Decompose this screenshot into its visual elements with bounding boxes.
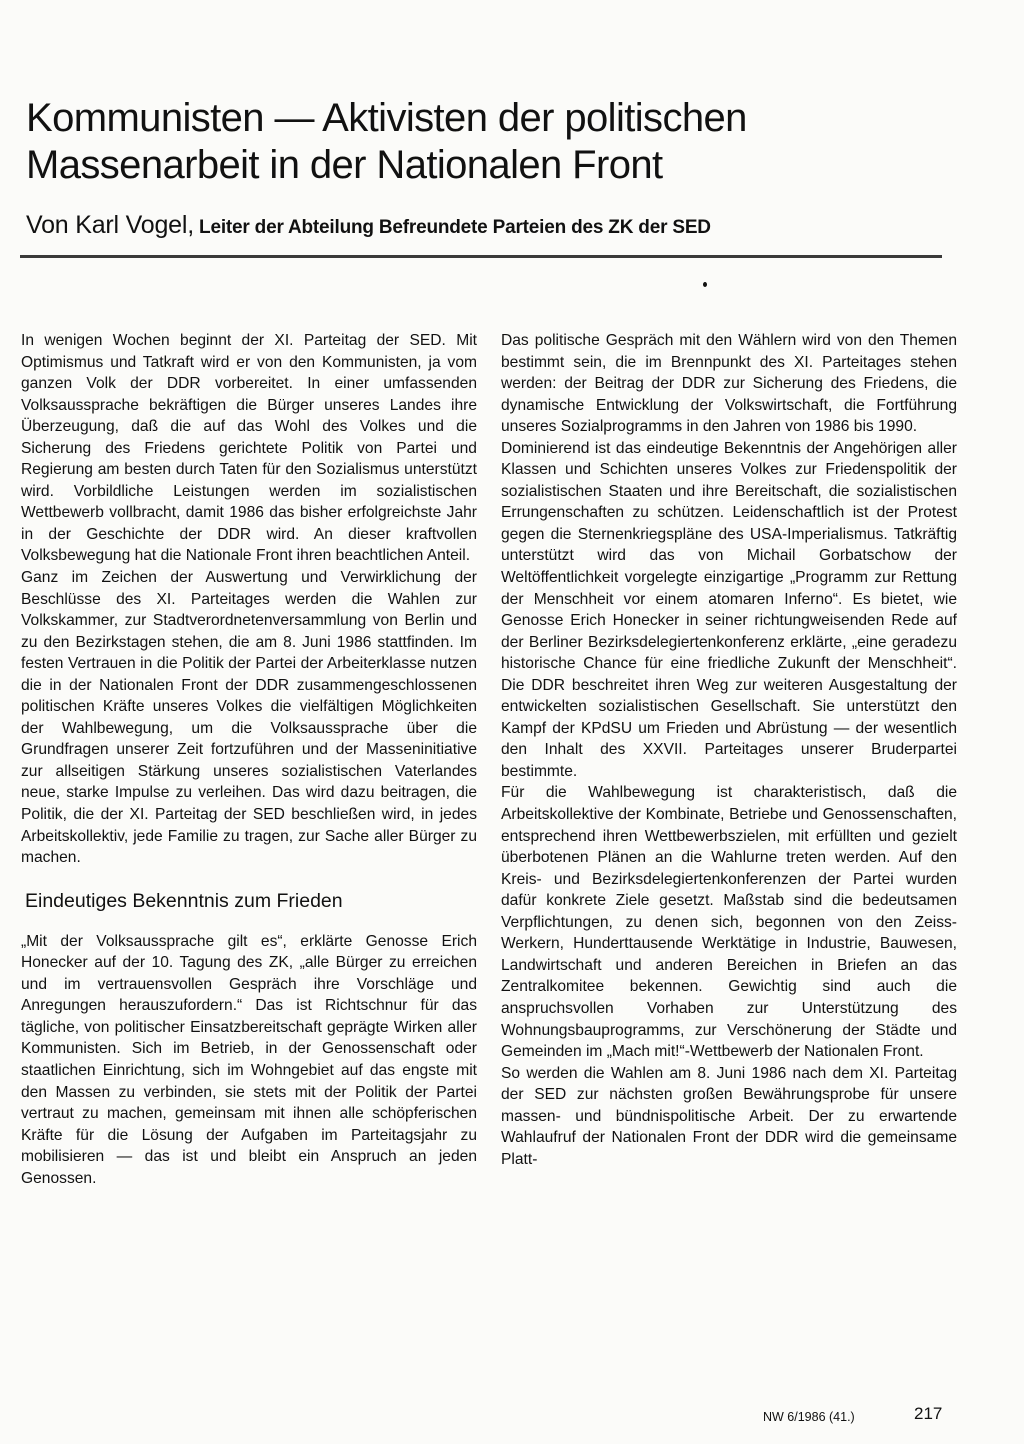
left-column bbox=[21, 330, 477, 1189]
author-role: Leiter der Abteilung Befreundete Parteien des ZK der SED bbox=[193, 217, 711, 238]
paragraph: Das politische Gespräch mit den Wählern wird von den Themen bestimmt sein, die im Brennpunkt des XI. Parteitages stehen werden: der Beitrag der DDR zur Sicherung des Friedens, die dynamische Entwicklung der Volkswirtschaft, die Fortführung unseres Sozialprogramms in den Jahren von 1986 bis 1990. bbox=[501, 332, 957, 436]
section-heading: Eindeutiges Bekenntnis zum Frieden bbox=[25, 889, 343, 912]
paragraph: „Mit der Volksaussprache gilt es“, erklärte Genosse Erich Honecker auf der 10. Tagung des ZK, „alle Bürger zu erreichen und im vertrauensvollen Gespräch ihre Vorschläge und Anregungen herauszufordern.“ Das ist Richtschnur für das tägliche, von politischer Einsatzbereitschaft geprägte Wirken aller Kommunisten. Sich im Betrieb, in der Genossenschaft oder staatlichen Einrichtung, sich im Wohngebiet auf das engste mit den Massen zu verbinden, sie stets mit der Politik der Partei vertraut zu machen, gemeinsam mit ihnen alle schöpferischen Kräfte für die Lösung der Aufgaben im Parteitagsjahr zu mobilisieren — das ist und bleibt ein Anspruch an jeden Genossen. bbox=[21, 932, 477, 1187]
byline bbox=[26, 211, 711, 240]
article-title bbox=[26, 95, 986, 189]
paragraph: So werden die Wahlen am 8. Juni 1986 nach dem XI. Parteitag der SED zur nächsten großen Bewährungsprobe für unsere massen- und bündnispolitische Arbeit. Der zu erwartende Wahlaufruf der Nationalen Front der DDR wird die gemeinsame Platt- bbox=[501, 1064, 957, 1168]
title-divider bbox=[20, 255, 942, 258]
author-name: Von Karl Vogel, bbox=[26, 211, 194, 239]
paragraph: Für die Wahlbewegung ist charakteristisch, daß die Arbeitskollektive der Kombinate, Betriebe und Genossenschaften, entsprechend ihren Wettbewerbszielen, mit erfüllten und gezielt überbotenen Plänen an die Wahlurne treten werden. Auf den Kreis- und Bezirksdelegiertenkonferenzen der Partei wurden dafür konkrete Ziele gesetzt. Maßstab sind die bedeutsamen Verpflichtungen, zu denen sich, begonnen von den Zeiss-Werkern, Hunderttausende Werktätige in Industrie, Bauwesen, Landwirtschaft und anderen Bereichen in Briefen an das Zentralkomitee bekennen. Gewichtig sind auch die anspruchsvollen Vorhaben zur Unterstützung des Wohnungsbauprogramms, zur Verschönerung der Städte und Gemeinden im „Mach mit!“-Wettbewerb der Nationalen Front. bbox=[501, 784, 957, 1061]
print-speck bbox=[703, 282, 707, 287]
page-number: 217 bbox=[914, 1404, 943, 1423]
paragraph: In wenigen Wochen beginnt der XI. Parteitag der SED. Mit Optimismus und Tatkraft wird er von den Kommunisten, ja vom ganzen Volk der DDR vorbereitet. In einer umfassenden Volksaussprache bekräftigen die Bürger unseres Landes ihre Überzeugung, daß die auf das Wohl des Volkes und die Sicherung des Friedens gerichtete Politik von Partei und Regierung am besten durch Taten für den Sozialismus unterstützt wird. Vorbildliche Leistungen werden im sozialistischen Wettbewerb vollbracht, damit 1986 das bisher erfolgreichste Jahr in der Geschichte der DDR wird. An dieser kraftvollen Volksbewegung hat die Nationale Front ihren beachtlichen Anteil. bbox=[21, 332, 477, 565]
right-column bbox=[501, 330, 957, 1170]
paragraph: Dominierend ist das eindeutige Bekenntnis der Angehörigen aller Klassen und Schichten unseres Volkes zur Friedenspolitik der sozialistischen Staaten und ihre Bereitschaft, die sozialistischen Errungenschaften zu schützen. Leidenschaftlich ist der Protest gegen die Sternenkriegspläne des USA-Imperialismus. Tatkräftig unterstützt wird das von Michail Gorbatschow der Weltöffentlichkeit vorgelegte einzigartige „Programm zur Rettung der Menschheit vor einem atomaren Inferno“. Es bietet, wie Genosse Erich Honecker in seiner richtungweisenden Rede auf der Berliner Bezirksdelegiertenkonferenz erklärte, „eine geradezu historische Chance für eine friedliche Zukunft der Menschheit“. Die DDR beschreitet ihren Weg zur weiteren Ausgestaltung der entwickelten sozialistischen Gesellschaft. Sie unterstützt den Kampf der KPdSU um Frieden und Abrüstung — der wesentlich den Inhalt des XXVII. Parteitages unserer Bruderpartei bestimmte. bbox=[501, 439, 957, 780]
paragraph: Ganz im Zeichen der Auswertung und Verwirklichung der Beschlüsse des XI. Parteitages werden die Wahlen zur Volkskammer, zur Stadtverordnetenversammlung von Berlin und zu den Bezirkstagen stehen, die am 8. Juni 1986 stattfinden. Im festen Vertrauen in die Politik der Partei der Arbeiterklasse nutzen die in der Nationalen Front der DDR zusammengeschlossenen politischen Kräfte unseres Volkes die vielfältigen Möglichkeiten der Wahlbewegung, um die Volksaussprache über die Grundfragen unserer Zeit fortzuführen und der Masseninitiative zur allseitigen Stärkung unseres sozialistischen Vaterlandes neue, starke Impulse zu verleihen. Das wird dazu beitragen, die Politik, die der XI. Parteitag der SED beschließen wird, in jedes Arbeitskollektiv, jede Familie zu tragen, zur Sache aller Bürger zu machen. bbox=[21, 569, 477, 867]
article-title-line-2: Massenarbeit in der Nationalen Front bbox=[26, 143, 663, 187]
article-title-line-1: Kommunisten — Aktivisten der politischen bbox=[26, 96, 747, 140]
issue-info: NW 6/1986 (41.) bbox=[763, 1410, 855, 1424]
